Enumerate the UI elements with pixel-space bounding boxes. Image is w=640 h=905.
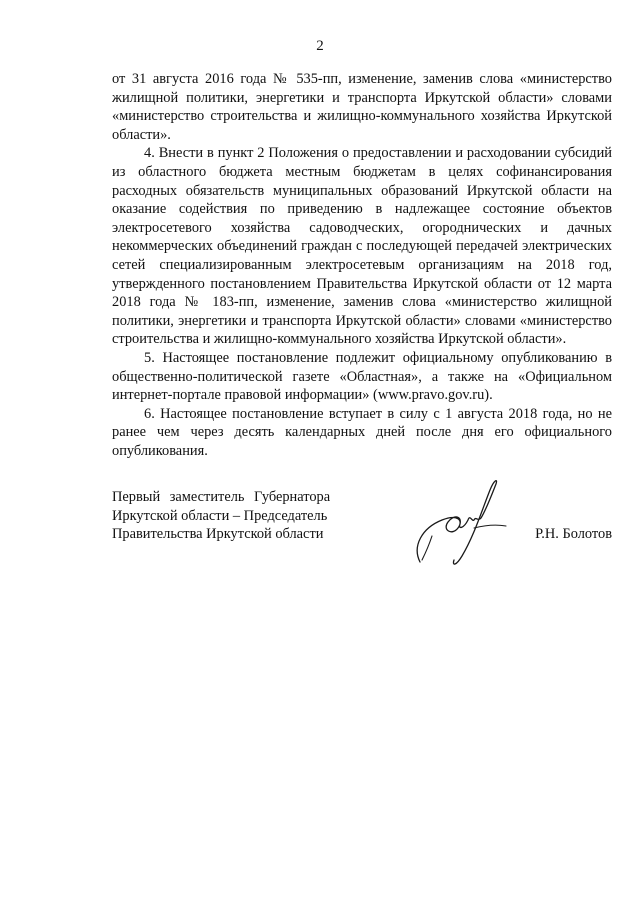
signature-block: [112, 488, 612, 578]
signatory-title-line-1: Первый заместитель Губернатора: [112, 489, 331, 505]
paragraph-item-6: 6. Настоящее постановление вступает в силу с 1 августа 2018 года, но не ранее чем через десять календарных дней после дня его официального опубликования.: [112, 405, 612, 459]
signatory-title-line-2: Иркутской области – Председатель: [112, 507, 328, 524]
signatory-title-line-3: Правительства Иркутской области: [112, 526, 324, 543]
document-body: [112, 70, 612, 460]
paragraph-item-4: 4. Внести в пункт 2 Положения о предоставлении и расходовании субсидий из областного бюджета местным бюджетам в целях софинансирования расходных обязательств муниципальных образований Иркутской области на оказание содействия по приведению в надлежащее состояние объектов электросетевого хозяйства садоводческих, огороднических и дачных некоммерческих объединений граждан с последующей передачей электрических сетей специализированным электросетевым организациям на 2018 год, утвержденного постановлением Правительства Иркутской области от 12 марта 2018 года № 183-пп, изменение, заменив слова «министерство жилищной политики, энергетики и транспорта Иркутской области» словами «министерство строительства и жилищно-коммунального хозяйства Иркутской области».: [112, 145, 612, 348]
paragraph-continuation: от 31 августа 2016 года № 535-пп, изменение, заменив слова «министерство жилищной политики, энергетики и транспорта Иркутской области» словами «министерство строительства и жилищно-коммунального хозяйства Иркутской области».: [112, 71, 612, 143]
signatory-name: Р.Н. Болотов: [535, 526, 612, 542]
paragraph-item-5: 5. Настоящее постановление подлежит официальному опубликованию в общественно-политической газете «Областная», а также на «Официальном интернет-портале правовой информации» (www.pravo.gov.ru).: [112, 349, 612, 404]
signatory-title: [112, 488, 352, 544]
page-number: 2: [316, 38, 324, 54]
handwritten-signature: [402, 476, 512, 571]
